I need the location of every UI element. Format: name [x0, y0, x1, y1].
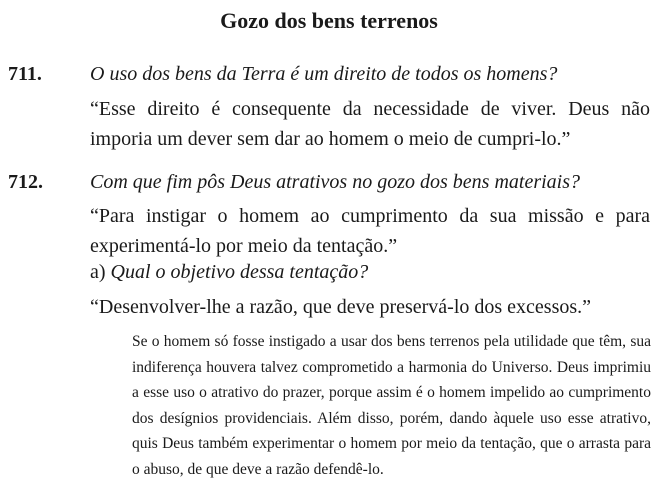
- question-number-712: 712.: [8, 171, 43, 193]
- answer-712: “Para instigar o homem ao cumprimento da sua missão e para experimentá-lo por meio da tentação.”: [90, 205, 650, 257]
- sub-question-marker: a): [90, 261, 106, 283]
- question-number-711: 711.: [8, 63, 42, 85]
- sub-answer-712a: “Desenvolver-lhe a razão, que deve preservá-lo dos excessos.”: [90, 296, 592, 318]
- question-text-712: Com que fim pôs Deus atrativos no gozo dos bens materiais?: [90, 171, 580, 193]
- sub-question-text: Qual o objetivo dessa tentação?: [110, 261, 369, 283]
- answer-711: “Esse direito é consequente da necessidade de viver. Deus não imporia um dever sem dar ao homem o meio de cumpri-lo.”: [90, 98, 650, 150]
- section-title: Gozo dos bens terrenos: [220, 8, 438, 33]
- question-text-711: O uso dos bens da Terra é um direito de todos os homens?: [90, 63, 558, 85]
- sub-question-712a: [90, 261, 368, 284]
- commentary-paragraph: Se o homem só fosse instigado a usar dos bens terrenos pela utilidade que têm, sua indiferença houvera talvez comprometido a harmonia do Universo. Deus imprimiu a esse uso o atrativo do prazer, porque assim é o homem impelido ao cumprimento dos desígnios providenciais. Além disso, porém, dando àquele uso esse atrativo, quis Deus também experimentar o homem por meio da tentação, que o arrasta para o abuso, de que deve a razão defendê-lo.: [132, 333, 651, 478]
